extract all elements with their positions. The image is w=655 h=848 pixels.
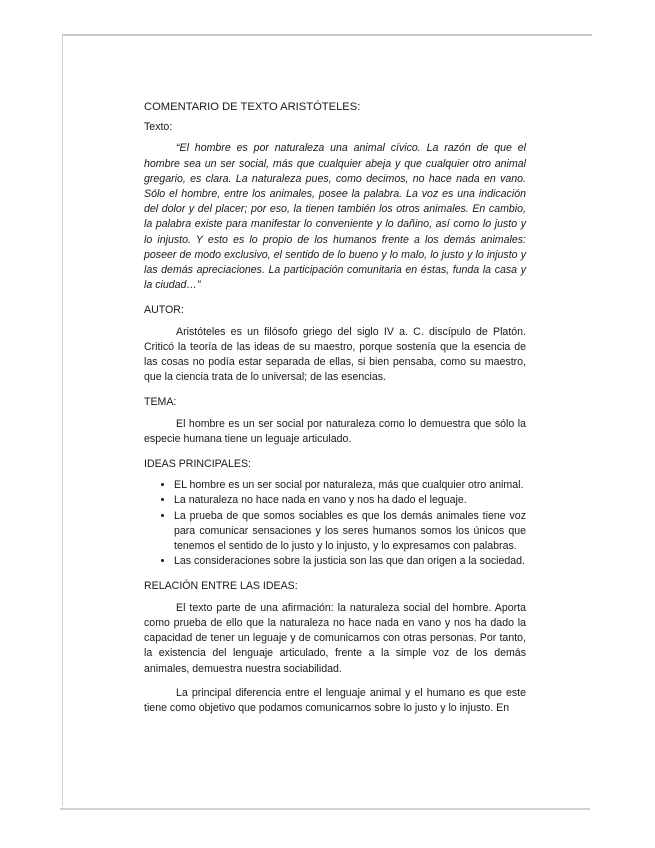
autor-paragraph: Aristóteles es un filósofo griego del siglo IV a. C. discípulo de Platón. Criticó la teoría de las ideas de su maestro, porque sostenía que la esencia de las cosas no podía estar separada de ellas, si bien pensaba, como su maestro, que la ciencia trata de lo universal; de las esencias. <box>144 325 526 384</box>
scan-bottom-edge <box>60 808 590 810</box>
quote-paragraph: “El hombre es por naturaleza una animal cívico. La razón de que el hombre sea un ser social, más que cualquier abeja y que cualquier otro animal gregario, es clara. La naturaleza pues, como decimos, no hace nada en vano. Sólo el hombre, entre los animales, posee la palabra. La voz es una indicación del dolor y del placer; por eso, la tienen también los otros animales. En cambio, la palabra existe para manifestar lo conveniente y lo dañino, así como lo justo y lo injusto. Y esto es lo propio de los humanos frente a los demás animales: poseer de modo exclusivo, el sentido de lo bueno y lo malo, lo justo y lo injusto y las demás apreciaciones. La participación comunitaria en éstas, funda la casa y la ciudad…” <box>144 142 526 292</box>
relacion-heading: RELACIÓN ENTRE LAS IDEAS: <box>144 580 298 593</box>
list-item: • La prueba de que somos sociables es que los demás animales tiene voz para comunicar sensaciones y los seres humanos somos los únicos que tenemos el sentido de lo justo y lo injusto, y lo expresamos con palabras. <box>174 509 526 555</box>
document-title: COMENTARIO DE TEXTO ARISTÓTELES: <box>144 101 361 113</box>
list-item: • EL hombre es un ser social por naturaleza, más que cualquier otro animal. <box>174 478 526 493</box>
texto-label: Texto: <box>144 121 173 134</box>
ideas-list <box>144 478 526 569</box>
document-body <box>144 100 526 716</box>
tema-paragraph: El hombre es un ser social por naturaleza como lo demuestra que sólo la especie humana tiene un leguaje articulado. <box>144 417 526 445</box>
autor-heading: AUTOR: <box>144 304 184 317</box>
scan-left-edge <box>62 36 63 806</box>
relacion-paragraph-2: La principal diferencia entre el lenguaje animal y el humano es que este tiene como objetivo que podamos comunicarnos sobre lo justo y lo injusto. En <box>144 686 526 714</box>
scan-top-edge <box>62 34 592 36</box>
relacion-paragraph-1: El texto parte de una afirmación: la naturaleza social del hombre. Aporta como prueba de ello que la naturaleza no hace nada en vano y nos ha dado la capacidad de tener un leguaje y de comunicarnos con otras personas. Por tanto, la existencia del lenguaje articulado, frente a la simple voz de los demás animales, demuestra nuestra sociabilidad. <box>144 601 526 675</box>
ideas-heading: IDEAS PRINCIPALES: <box>144 458 251 471</box>
list-item: • Las consideraciones sobre la justicia son las que dan origen a la sociedad. <box>174 554 526 569</box>
list-item: • La naturaleza no hace nada en vano y nos ha dado el leguaje. <box>174 493 526 508</box>
tema-heading: TEMA: <box>144 396 177 409</box>
